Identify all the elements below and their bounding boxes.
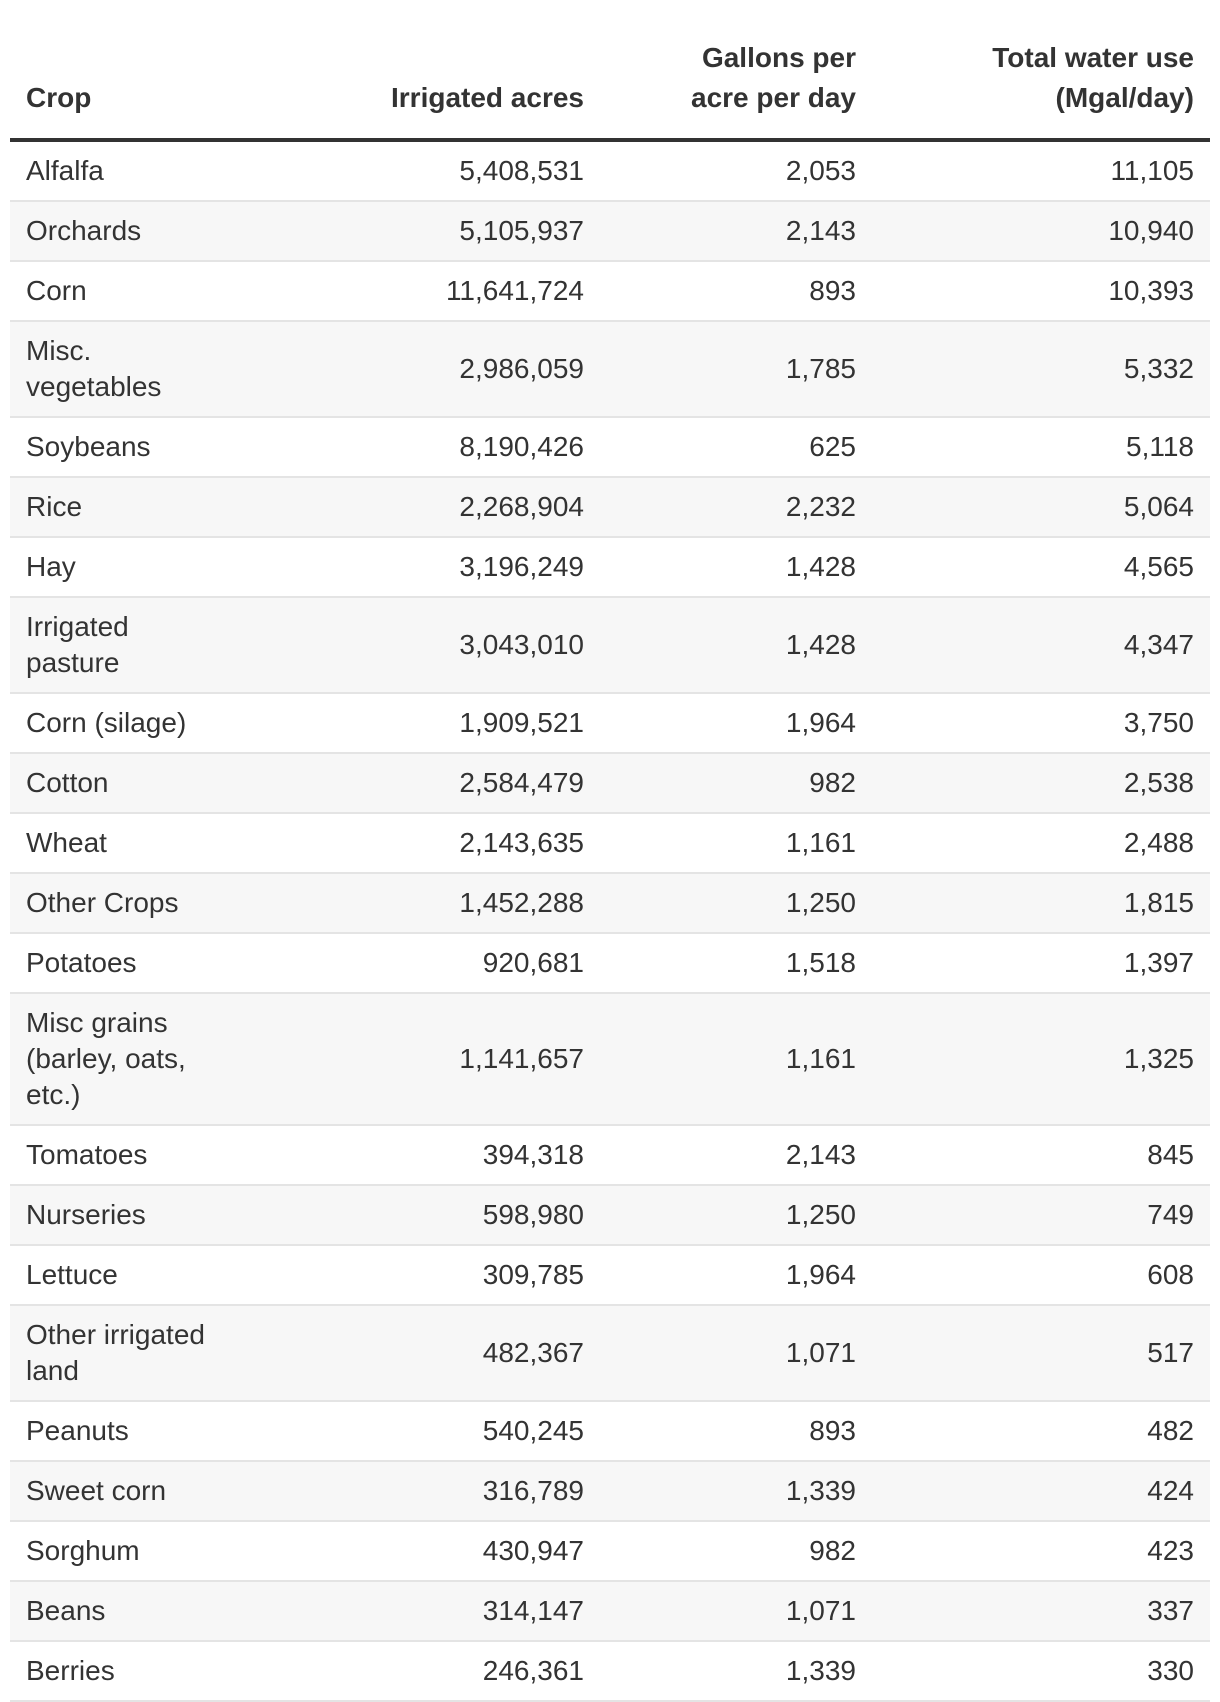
table-header: [10, 0, 1210, 140]
table-row: [10, 1245, 1210, 1305]
irrigated-acres-cell: 5,408,531: [260, 140, 600, 201]
irrigated-acres-cell: 2,584,479: [260, 753, 600, 813]
gallons-per-acre-cell: 1,161: [600, 813, 872, 873]
total-water-use-cell: 10,940: [872, 201, 1210, 261]
irrigated-acres-cell: 394,318: [260, 1125, 600, 1185]
header-row: [10, 0, 1210, 140]
gallons-per-acre-cell: 2,053: [600, 140, 872, 201]
crop-cell: Peanuts: [10, 1401, 260, 1461]
total-water-use-cell: 4,347: [872, 597, 1210, 693]
crop-cell: Nurseries: [10, 1185, 260, 1245]
table-row: [10, 417, 1210, 477]
crop-cell: Cotton: [10, 753, 260, 813]
gallons-per-acre-cell: 2,143: [600, 201, 872, 261]
total-water-use-cell: 5,064: [872, 477, 1210, 537]
total-water-use-cell: 845: [872, 1125, 1210, 1185]
crop-cell: Irrigated pasture: [10, 597, 260, 693]
table-body: [10, 140, 1210, 1701]
total-water-use-cell: 2,488: [872, 813, 1210, 873]
irrigated-acres-cell: 246,361: [260, 1641, 600, 1701]
crop-cell: Corn: [10, 261, 260, 321]
crop-cell: Berries: [10, 1641, 260, 1701]
crop-water-table-container: [10, 0, 1210, 1702]
crop-cell: Hay: [10, 537, 260, 597]
irrigated-acres-cell: 3,043,010: [260, 597, 600, 693]
irrigated-acres-cell: 2,986,059: [260, 321, 600, 417]
gallons-per-acre-cell: 982: [600, 1521, 872, 1581]
total-water-use-cell: 10,393: [872, 261, 1210, 321]
gallons-per-acre-cell: 982: [600, 753, 872, 813]
gallons-per-acre-cell: 2,232: [600, 477, 872, 537]
table-row: [10, 1305, 1210, 1401]
total-water-use-cell: 330: [872, 1641, 1210, 1701]
irrigated-acres-cell: 8,190,426: [260, 417, 600, 477]
irrigated-acres-cell: 3,196,249: [260, 537, 600, 597]
irrigated-acres-cell: 11,641,724: [260, 261, 600, 321]
table-row: [10, 873, 1210, 933]
crop-cell: Sorghum: [10, 1521, 260, 1581]
irrigated-acres-cell: 540,245: [260, 1401, 600, 1461]
gallons-per-acre-cell: 1,161: [600, 993, 872, 1125]
crop-cell: Lettuce: [10, 1245, 260, 1305]
total-water-use-cell: 517: [872, 1305, 1210, 1401]
irrigated-acres-cell: 598,980: [260, 1185, 600, 1245]
total-water-use-cell: 749: [872, 1185, 1210, 1245]
irrigated-acres-cell: 2,143,635: [260, 813, 600, 873]
table-row: [10, 693, 1210, 753]
gallons-per-acre-cell: 1,785: [600, 321, 872, 417]
total-water-use-cell: 5,118: [872, 417, 1210, 477]
irrigated-acres-cell: 2,268,904: [260, 477, 600, 537]
total-water-use-cell: 482: [872, 1401, 1210, 1461]
table-row: [10, 261, 1210, 321]
table-row: [10, 201, 1210, 261]
crop-cell: Rice: [10, 477, 260, 537]
gallons-per-acre-cell: 625: [600, 417, 872, 477]
gallons-per-acre-cell: 893: [600, 1401, 872, 1461]
gallons-per-acre-cell: 1,428: [600, 537, 872, 597]
table-row: [10, 140, 1210, 201]
table-row: [10, 1401, 1210, 1461]
header-irrigated-acres: Irrigated acres: [260, 0, 600, 140]
total-water-use-cell: 4,565: [872, 537, 1210, 597]
table-row: [10, 1461, 1210, 1521]
total-water-use-cell: 3,750: [872, 693, 1210, 753]
crop-cell: Orchards: [10, 201, 260, 261]
total-water-use-cell: 1,397: [872, 933, 1210, 993]
gallons-per-acre-cell: 2,143: [600, 1125, 872, 1185]
header-total-water-use: Total water use (Mgal/day): [872, 0, 1210, 140]
irrigated-acres-cell: 316,789: [260, 1461, 600, 1521]
crop-cell: Soybeans: [10, 417, 260, 477]
crop-cell: Corn (silage): [10, 693, 260, 753]
crop-cell: Wheat: [10, 813, 260, 873]
gallons-per-acre-cell: 1,339: [600, 1461, 872, 1521]
header-gallons-per-acre-per-day: Gallons per acre per day: [600, 0, 872, 140]
table-row: [10, 477, 1210, 537]
irrigated-acres-cell: 309,785: [260, 1245, 600, 1305]
table-row: [10, 1185, 1210, 1245]
total-water-use-cell: 608: [872, 1245, 1210, 1305]
total-water-use-cell: 337: [872, 1581, 1210, 1641]
table-row: [10, 321, 1210, 417]
total-water-use-cell: 1,815: [872, 873, 1210, 933]
crop-cell: Other Crops: [10, 873, 260, 933]
table-row: [10, 1125, 1210, 1185]
irrigated-acres-cell: 1,452,288: [260, 873, 600, 933]
gallons-per-acre-cell: 1,071: [600, 1581, 872, 1641]
table-row: [10, 933, 1210, 993]
gallons-per-acre-cell: 1,339: [600, 1641, 872, 1701]
table-row: [10, 993, 1210, 1125]
table-row: [10, 753, 1210, 813]
gallons-per-acre-cell: 1,964: [600, 1245, 872, 1305]
crop-water-table: [10, 0, 1210, 1702]
irrigated-acres-cell: 1,909,521: [260, 693, 600, 753]
irrigated-acres-cell: 482,367: [260, 1305, 600, 1401]
table-row: [10, 537, 1210, 597]
total-water-use-cell: 2,538: [872, 753, 1210, 813]
table-row: [10, 1581, 1210, 1641]
crop-cell: Tomatoes: [10, 1125, 260, 1185]
irrigated-acres-cell: 430,947: [260, 1521, 600, 1581]
gallons-per-acre-cell: 1,964: [600, 693, 872, 753]
irrigated-acres-cell: 920,681: [260, 933, 600, 993]
table-row: [10, 597, 1210, 693]
gallons-per-acre-cell: 1,518: [600, 933, 872, 993]
crop-cell: Misc. vegetables: [10, 321, 260, 417]
total-water-use-cell: 424: [872, 1461, 1210, 1521]
crop-cell: Potatoes: [10, 933, 260, 993]
crop-cell: Sweet corn: [10, 1461, 260, 1521]
irrigated-acres-cell: 1,141,657: [260, 993, 600, 1125]
gallons-per-acre-cell: 893: [600, 261, 872, 321]
gallons-per-acre-cell: 1,250: [600, 1185, 872, 1245]
table-row: [10, 1641, 1210, 1701]
gallons-per-acre-cell: 1,250: [600, 873, 872, 933]
crop-cell: Other irrigated land: [10, 1305, 260, 1401]
table-row: [10, 1521, 1210, 1581]
crop-cell: Misc grains (barley, oats, etc.): [10, 993, 260, 1125]
crop-cell: Alfalfa: [10, 140, 260, 201]
total-water-use-cell: 11,105: [872, 140, 1210, 201]
gallons-per-acre-cell: 1,071: [600, 1305, 872, 1401]
crop-cell: Beans: [10, 1581, 260, 1641]
total-water-use-cell: 5,332: [872, 321, 1210, 417]
table-row: [10, 813, 1210, 873]
total-water-use-cell: 1,325: [872, 993, 1210, 1125]
gallons-per-acre-cell: 1,428: [600, 597, 872, 693]
header-crop: Crop: [10, 0, 260, 140]
total-water-use-cell: 423: [872, 1521, 1210, 1581]
irrigated-acres-cell: 5,105,937: [260, 201, 600, 261]
irrigated-acres-cell: 314,147: [260, 1581, 600, 1641]
